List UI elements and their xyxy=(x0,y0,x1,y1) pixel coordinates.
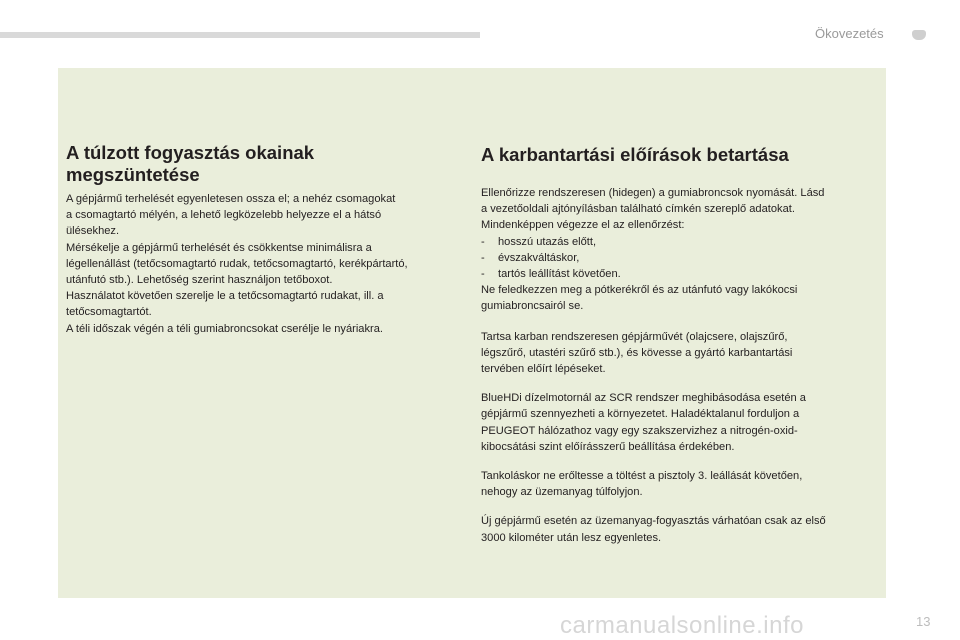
section-tab-marker xyxy=(912,30,926,40)
maintenance-paragraph xyxy=(481,329,871,378)
left-paragraph xyxy=(66,191,456,337)
left-column xyxy=(66,142,456,337)
text-line: A téli időszak végén a téli gumiabroncsokat cserélje le nyáriakra. xyxy=(66,322,383,335)
right-column xyxy=(481,142,871,546)
tire-pressure-paragraph xyxy=(481,185,871,315)
text-line: nehogy az üzemanyag túlfolyjon. xyxy=(481,486,643,499)
text-line: 3000 kilométer után lesz egyenletes. xyxy=(481,531,662,544)
bullet-dash: - xyxy=(481,268,485,281)
new-vehicle-paragraph xyxy=(481,513,871,545)
list-item-text: hosszú utazás előtt, xyxy=(498,235,597,248)
text-line: tetőcsomagtartót. xyxy=(66,306,152,319)
bluehdi-paragraph xyxy=(481,390,871,455)
section-title: Ökovezetés xyxy=(815,26,884,41)
left-heading-line: megszüntetése xyxy=(66,164,200,185)
text-line: Ellenőrizze rendszeresen (hidegen) a gumiabroncsok nyomását. Lásd xyxy=(481,187,825,199)
text-line: Mindenképpen végezze el az ellenőrzést: xyxy=(481,219,685,232)
left-heading-line: A túlzott fogyasztás okainak xyxy=(66,142,315,163)
header-rule xyxy=(0,32,480,38)
list-item xyxy=(481,266,871,282)
text-line: a csomagtartó mélyén, a lehető legközelebb helyezze el a hátsó xyxy=(66,209,382,222)
text-line: tervében előírt lépéseket. xyxy=(481,363,606,376)
text-line: légszűrő, utastéri szűrő stb.), és kövesse a gyártó karbantartási xyxy=(481,346,793,359)
list-item xyxy=(481,234,871,250)
bullet-dash: - xyxy=(481,251,485,264)
text-line: utánfutó stb.). Lehetőség szerint használjon tetőboxot. xyxy=(66,274,333,287)
page-number: 13 xyxy=(916,614,931,629)
left-heading xyxy=(66,142,456,186)
list-item xyxy=(481,250,871,266)
text-line: légellenállást (tetőcsomagtartó rudak, tetőcsomagtartó, kerékpártartó, xyxy=(66,257,408,270)
text-line: kibocsátási szint előírásszerű beállítása érdekében. xyxy=(481,440,735,453)
text-line: BlueHDi dízelmotornál az SCR rendszer meghibásodása esetén a xyxy=(481,392,806,405)
text-line: Mérsékelje a gépjármű terhelését és csökkentse minimálisra a xyxy=(66,241,372,254)
text-line: Új gépjármű esetén az üzemanyag-fogyasztás várhatóan csak az első xyxy=(481,515,826,528)
text-line: Tartsa karban rendszeresen gépjárművét (olajcsere, olajszűrő, xyxy=(481,330,788,343)
list-item-text: tartós leállítást követően. xyxy=(498,268,621,281)
bullet-dash: - xyxy=(481,235,485,248)
text-line: gumiabroncsairól se. xyxy=(481,300,584,313)
text-line: Ne feledkezzen meg a pótkerékről és az utánfutó vagy lakókocsi xyxy=(481,284,798,297)
text-line: PEUGEOT hálózathoz vagy egy szakszervizhez a nitrogén-oxid- xyxy=(481,424,798,437)
refuelling-paragraph xyxy=(481,468,871,500)
text-line: Használatot követően szerelje le a tetőcsomagtartó rudakat, ill. a xyxy=(66,290,384,303)
text-line: A gépjármű terhelését egyenletesen ossza el; a nehéz csomagokat xyxy=(66,193,396,205)
watermark-text: carmanualsonline.info xyxy=(560,612,804,639)
list-item-text: évszakváltáskor, xyxy=(498,251,580,264)
text-line: ülésekhez. xyxy=(66,225,120,238)
right-heading: A karbantartási előírások betartása xyxy=(481,144,789,165)
text-line: Tankoláskor ne erőltesse a töltést a pisztoly 3. leállását követően, xyxy=(481,470,803,483)
text-line: gépjármű szennyezheti a környezetet. Haladéktalanul forduljon a xyxy=(481,408,800,421)
text-line: a vezetőoldali ajtónyílásban található címkén szereplő adatokat. xyxy=(481,203,795,216)
